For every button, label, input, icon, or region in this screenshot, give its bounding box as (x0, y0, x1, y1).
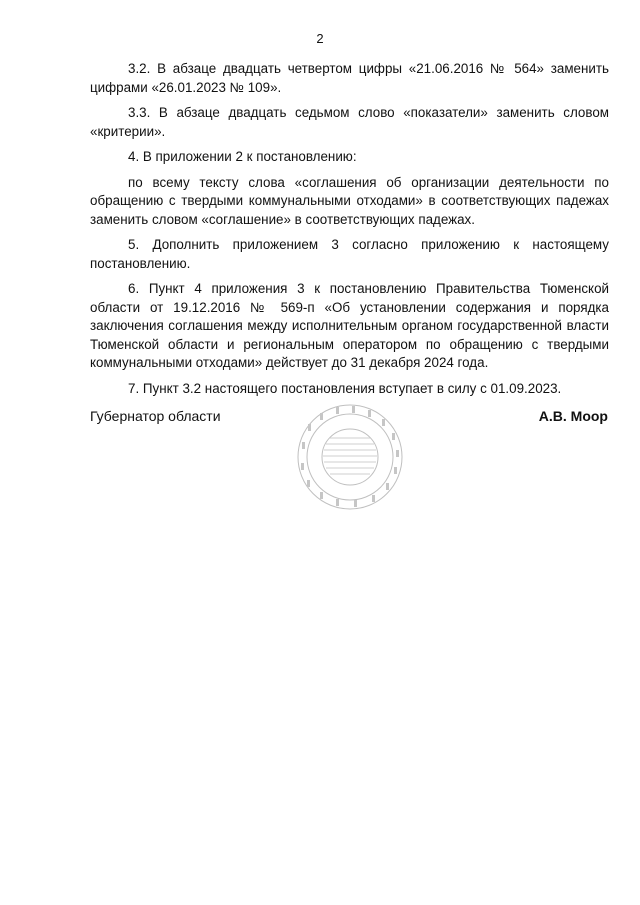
paragraph-3-3: 3.3. В абзаце двадцать седьмом слово «показатели» заменить словом «критерии». (90, 105, 609, 139)
page-number: 2 (316, 31, 324, 46)
paragraph-6: 6. Пункт 4 приложения 3 к постановлению Правительства Тюменской области от 19.12.2016 № 569-п «Об установлении содержания и порядка заключения соглашения между исполнительным органом государственной власти Тюменской области и региональным оператором по обращению с твердыми коммунальными отходами» действует до 31 декабря 2024 года. (90, 281, 609, 370)
paragraph-4: 4. В приложении 2 к постановлению: (128, 149, 357, 164)
paragraph-3-2: 3.2. В абзаце двадцать четвертом цифры «21.06.2016 № 564» заменить цифрами «26.01.2023 № 109». (90, 61, 609, 95)
official-seal-stamp (290, 402, 410, 512)
paragraph-5: 5. Дополнить приложением 3 согласно приложению к настоящему постановлению. (90, 237, 609, 271)
paragraph-7: 7. Пункт 3.2 настоящего постановления вступает в силу с 01.09.2023. (128, 380, 562, 396)
signatory-name: А.В. Моор (538, 408, 608, 424)
document-body (90, 60, 609, 398)
signatory-position: Губернатор области (90, 408, 221, 424)
paragraph-4-text: по всему тексту слова «соглашения об организации деятельности по обращению с твердыми коммунальными отходами» в соответствующих падежах заменить словом «соглашение» в соответствующих падежах. (90, 174, 609, 227)
